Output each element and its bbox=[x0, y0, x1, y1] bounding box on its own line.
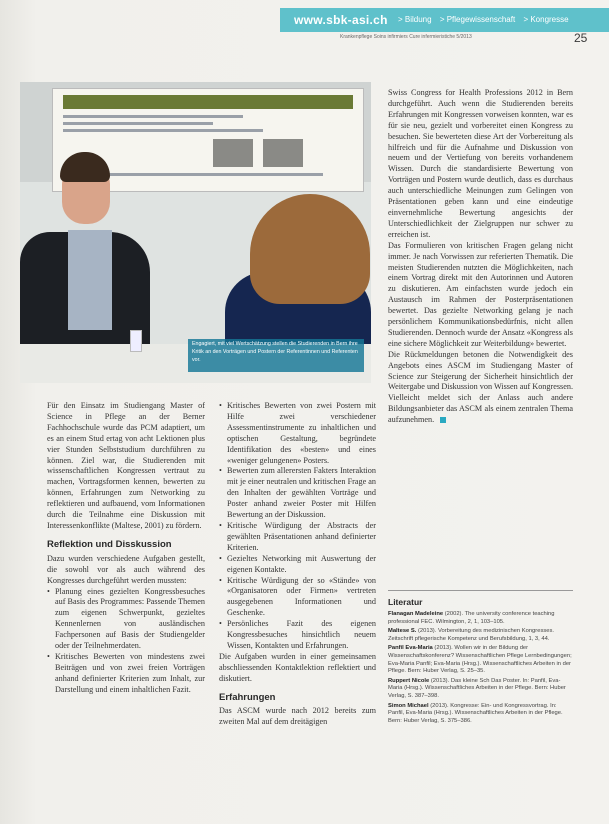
paragraph: Swiss Congress for Health Professions 2012 in Bern durchgeführt. Auch wenn die Studierenden bereits Erfahrungen mit Kongressen vorweisen konnten, war es für sie neu, gezielt und vorbereitet einen Kongress zu besuchen. Sie bewerteten diese Art der Vorbereitung als hilfreich und für die Aufnahme und Diskussion von neuem und der Vertiefung von bereits vorhandenem Wissen. Durch die standardisierte Bewertung von Vorträgen und Postern wurde deutlich, dass es durchaus auch unterschiedliche Meinungen zum Gelingen von Präsentationen geben kann und eine eindeutige einvernehmliche Bewertung angesichts der Unterschiedlichkeit der Zielgruppen nur schwer zu erreichen ist. bbox=[388, 88, 573, 239]
paragraph: Dazu wurden verschiedene Aufgaben gestellt, die sowohl vor als auch während des Kongresses durchgeführt werden mussten: bbox=[47, 553, 205, 585]
list-item: • Bewerten zum allerersten Fakters Interaktion mit je einer neutralen und kritischen Frage an den Inhalten der gewählten Vorträge und Poster anhand zweier Poster mit Hilfen Bewertung an der Diskussion. bbox=[219, 466, 376, 521]
text-column-1 bbox=[47, 401, 205, 696]
literature-item: Flanagan Madeleine (2002). The university conference teaching professional FEC. Wilmington, 2, 1, 103–105. bbox=[388, 611, 555, 625]
list-item: • Persönliches Fazit des eigenen Kongressbesuches hinsichtlich neuem Wissen, Kontakten und Erfahrungen. bbox=[219, 619, 376, 652]
section-heading: Erfahrungen bbox=[219, 691, 276, 703]
literature-item: Simon Michael (2013). Kongresse: Ein- und Kongressvortrag. In: Panfil, Eva-Maria (Hrsg.). Wissenschaftliches Arbeiten in der Pflege. Bern: Huber Verlag, S. 375–386. bbox=[388, 702, 563, 724]
page-header-bar bbox=[280, 8, 609, 32]
literature-item: Panfil Eva-Maria (2013). Wollen wir in der Bildung der Wissenschaftskonferenz? Wissenschaftlichen Pflege Lernbedingungen; Eva-Maria Panfil; Eva-Maria (Hrsg.). Wissenschaftliches Arbeiten in der Pflege. Bern: Huber Verlag, S. 25–35. bbox=[388, 645, 572, 675]
literature-heading: Literatur bbox=[388, 597, 423, 607]
list-item: • Gezieltes Networking mit Auswertung der eigenen Kontakte. bbox=[219, 554, 376, 576]
list-item: • Kritische Würdigung der so «Stände» von «Organisatoren oder Firmen» vertreten ausgegebenen Informationen und Geschenke. bbox=[219, 576, 376, 620]
issue-subline: Krankenpflege Soins infirmiers Cure infermieristiche 5/2013 bbox=[340, 34, 472, 40]
nav-kongresse[interactable]: > Kongresse bbox=[523, 15, 569, 24]
literature-item: Ruppert Nicole (2013). Das kleine Sch Das Poster. In: Panfil, Eva-Maria (Hrsg.). Wissenschaftliches Arbeiten in der Pflege. Bern: Huber Verlag, S. 387–398. bbox=[388, 677, 566, 699]
header-url[interactable]: www.sbk-asi.ch bbox=[294, 13, 388, 27]
photo-caption: Engagiert, mit viel Wertschätzung stellen die Studierenden in Bern ihre Kritik an den Vorträgen und Postern der Referentinnen und Referenten vor. bbox=[188, 339, 364, 372]
nav-pflegewissenschaft[interactable]: > Pflegewissenschaft bbox=[439, 15, 516, 24]
list-item: • Planung eines gezielten Kongressbesuches auf Basis des Programmes: Passende Themen zum eigenen Schwerpunkt, gezieltes Kennenlernen von ausländischen Fachpersonen auf Basis der Studiengelder oder der Teilnehmerdaten. bbox=[47, 587, 205, 652]
paragraph: Die Rückmeldungen betonen die Notwendigkeit des Angebots eines ASCM im Studiengang Master of Science zur Steigerung der Sicherheit hinsichtlich der Weitergabe und Diskussion von Wissen auf Kongressen. Vielleicht meldet sich der Anlass auch andere Bildungsanbieter das ASCM als einem zentralen Thema aufzunehmen. bbox=[388, 349, 573, 425]
paragraph: Die Aufgaben wurden in einer gemeinsamen abschliessenden Kontaktlektion reflektiert und diskutiert. bbox=[219, 651, 376, 683]
article-photo bbox=[20, 82, 371, 383]
bullet-list bbox=[219, 401, 376, 652]
text-column-2 bbox=[219, 401, 376, 728]
section-heading: Reflektion und Disskussion bbox=[47, 538, 172, 550]
literature-item: Maltese S. (2013). Vorbereitung des medizinischen Kongresses. Zeitschrift pflegerische Kompetenz und Berufsbildung, 1, 3, 44. bbox=[388, 628, 554, 642]
literature-list bbox=[388, 611, 573, 727]
list-item: • Kritisches Bewerten von mindestens zwei Beiträgen und von zwei freien Vorträgen anhand definierter Kriterien zum Inhalt, zur Darstellung und einem inhaltlichen Fazit. bbox=[47, 652, 205, 696]
list-item: • Kritisches Bewerten von zwei Postern mit Hilfe zwei verschiedener Assessmentinstrumente zu inhaltlichen und optischen Gestaltung, begründete Identifikation des «besten» und eines «weniger gelungenen» Posters. bbox=[219, 401, 376, 466]
text-column-3 bbox=[388, 88, 573, 426]
paragraph: Das ASCM wurde nach 2012 bereits zum zweiten Mal auf dem dreitägigen bbox=[219, 706, 376, 727]
photo-glass bbox=[130, 330, 142, 352]
bullet-list bbox=[47, 587, 205, 696]
list-item: • Kritische Würdigung der Abstracts der gewählten Präsentationen anhand definierter Kriterien. bbox=[219, 521, 376, 554]
end-mark-icon bbox=[440, 417, 446, 423]
divider bbox=[388, 590, 573, 591]
paragraph: Das Formulieren von kritischen Fragen gelang nicht immer. Je nach Vorwissen zur referierten Thematik. Die meisten Studierenden nutzten die Möglichkeiten, nach einem Vortrag direkt mit den Autorinnen und Autoren zu diskutieren. Am einfachsten wurde jedoch ein Austausch im Rahmen der Posterpräsentationen bewertet. Das gezielte Networking gelang je nach persönlichem Kommunikationsbedürfnis, nicht allen Studierenden. Dennoch wurde der Ansatz «Kongress als eine sichere Möglichkeit zur Weiterbildung» bewertet. bbox=[388, 240, 573, 348]
nav-bildung[interactable]: > Bildung bbox=[398, 15, 432, 24]
header-nav bbox=[398, 15, 575, 24]
paragraph: Für den Einsatz im Studiengang Master of Science in Pflege an der Berner Fachhochschule wurde das PCM adaptiert, um es an einem Stud ertag von acht Lektionen plus vier Stunden Selbststudium durchführen zu können. Ziel war, die Studierenden mit wissenschaftlichen Kongressen vertraut zu machen, Vortragsformen kennen, bewerten zu können, Erfahrungen zum Networking zu reflektieren und aufbauend, vom Informationen durch die Teilnahme eine Diskussion mit Interessenkonflikte (Maltese, 2001) zu fördern. bbox=[47, 401, 205, 530]
page-number: 25 bbox=[574, 31, 588, 45]
